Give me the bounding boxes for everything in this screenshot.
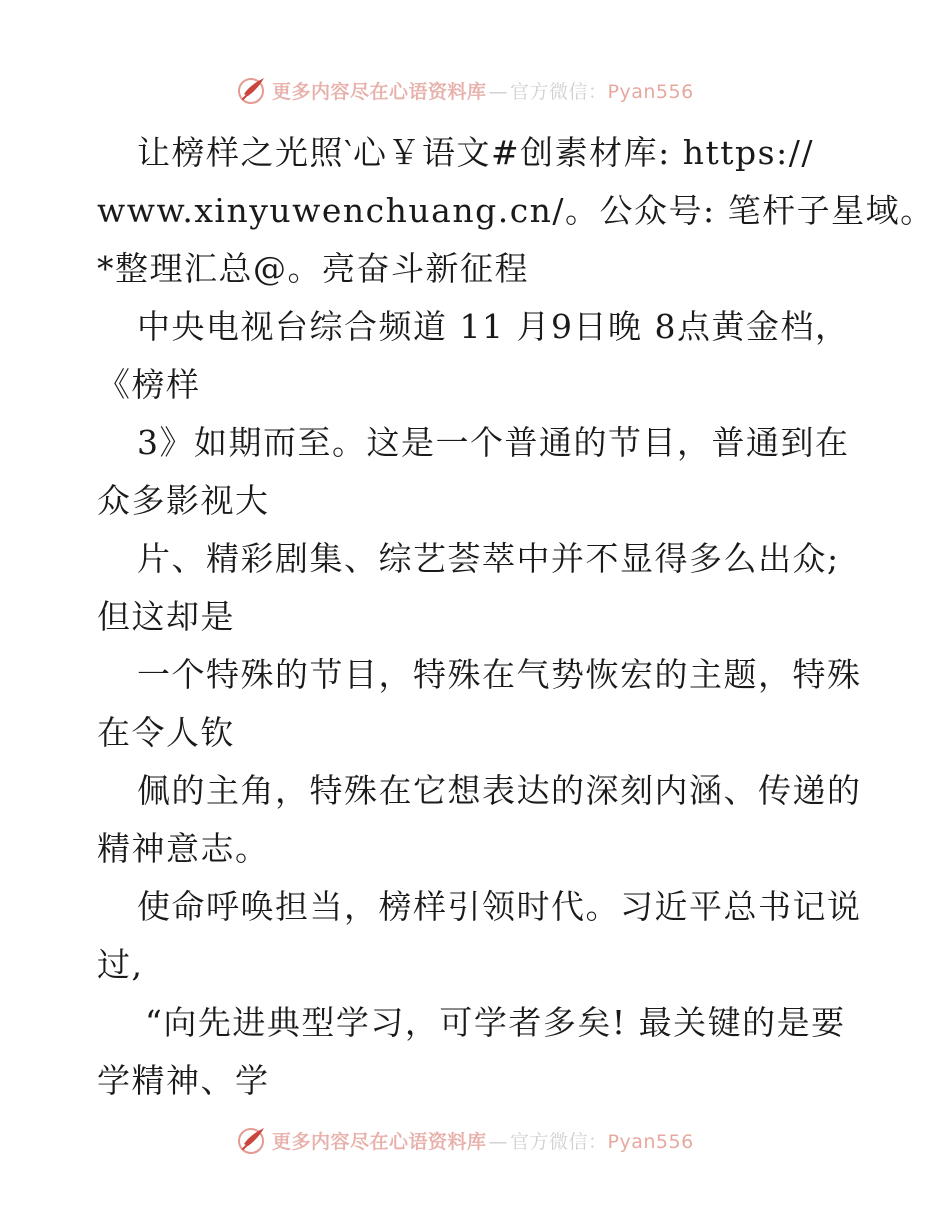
watermark-brand: 更多内容尽在心语资料库 (272, 1130, 487, 1153)
text-line: 片、精彩剧集、综艺荟萃中并不显得多么出众; (137, 539, 840, 578)
text-line: www.xinyuwenchuang.cn/。公众号: 笔杆子星域。 (97, 191, 935, 230)
watermark-dash: — (488, 1130, 509, 1153)
text-line: 但这却是 (97, 597, 235, 636)
watermark-dash: — (488, 80, 509, 103)
watermark-text (272, 77, 694, 104)
text-line: 佩的主角，特殊在它想表达的深刻内涵、传递的 (137, 771, 862, 810)
watermark-brand: 更多内容尽在心语资料库 (272, 80, 487, 103)
watermark-wechat-id: Pyan556 (607, 1130, 694, 1153)
watermark-text (272, 1127, 694, 1154)
text-line: 中央电视台综合频道 11 月9日晚 8点黄金档， (137, 307, 850, 346)
header-watermark (236, 72, 694, 108)
watermark-official: 官方微信： (510, 80, 608, 103)
text-line: 学精神、学 (97, 1061, 270, 1100)
text-line: 《榜样 (97, 365, 201, 404)
text-line: “向先进典型学习，可学者多矣! 最关键的是要 (145, 1003, 846, 1042)
watermark-wechat-id: Pyan556 (607, 80, 694, 103)
text-line: 3》如期而至。这是一个普通的节目，普通到在 (137, 423, 850, 462)
text-line: 在令人钦 (97, 713, 235, 752)
text-line: 让榜样之光照‵心￥语文#创素材库: https:// (137, 133, 814, 172)
document-body (97, 124, 935, 1110)
text-line: 众多影视大 (97, 481, 270, 520)
quill-logo-icon (236, 1124, 268, 1156)
text-line: 过, (97, 945, 144, 984)
text-line: 一个特殊的节目，特殊在气势恢宏的主题，特殊 (137, 655, 862, 694)
watermark-official: 官方微信： (510, 1130, 608, 1153)
text-line: *整理汇总@。亮奋斗新征程 (97, 249, 529, 288)
text-line: 精神意志。 (97, 829, 270, 868)
footer-watermark (236, 1122, 694, 1158)
text-line: 使命呼唤担当，榜样引领时代。习近平总书记说 (137, 887, 862, 926)
quill-logo-icon (236, 74, 268, 106)
